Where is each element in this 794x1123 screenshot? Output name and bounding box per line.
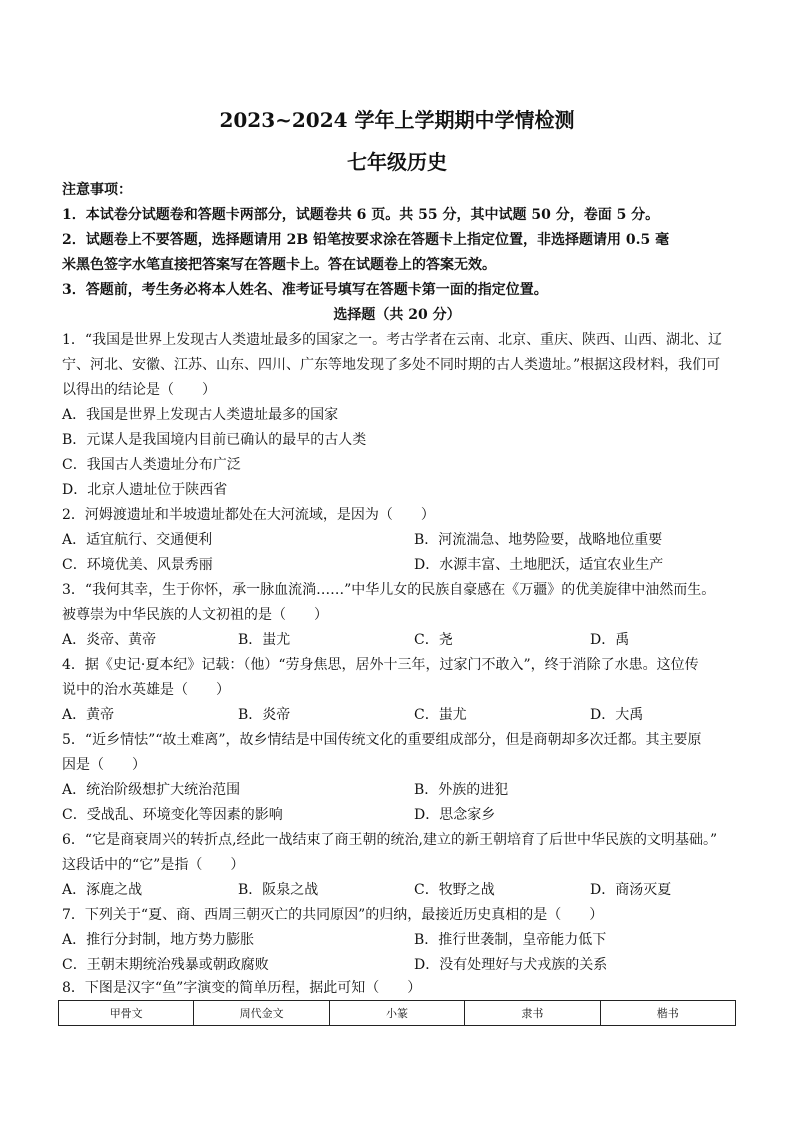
- q3-option-a: A．炎帝、黄帝: [62, 632, 157, 648]
- q1-option-d: D．北京人遗址位于陕西省: [62, 482, 228, 498]
- q4-stem-1: 4．据《史记·夏本纪》记载：（他）“劳身焦思，居外十三年，过家门不敢入”，终于消除了水患。这位传: [62, 657, 699, 673]
- notice-item-3: 3．答题前，考生务必将本人姓名、准考证号填写在答题卡第一面的指定位置。: [62, 282, 548, 298]
- notice-item-1: 1．本试卷分试题卷和答题卡两部分，试题卷共 6 页。共 55 分，其中试题 50 分，卷面 5 分。: [62, 207, 660, 223]
- table-cell-small-seal: 小篆: [329, 1001, 464, 1026]
- notice-item-2: 2．试题卷上不要答题，选择题请用 2B 铅笔按要求涂在答题卡上指定位置，非选择题请用 0.5 毫: [62, 232, 670, 248]
- q2-option-b: B．河流湍急、地势险要，战略地位重要: [414, 532, 663, 548]
- q7-option-c: C．王朝末期统治残暴或朝政腐败: [62, 957, 269, 973]
- notice-item-2-cont: 米黑色签字水笔直接把答案写在答题卡上。答在试题卷上的答案无效。: [62, 257, 496, 273]
- q1-stem-3: 以得出的结论是（ ）: [62, 382, 216, 398]
- q2-option-a: A．适宜航行、交通便利: [62, 532, 213, 548]
- q6-option-c: C．牧野之战: [414, 882, 495, 898]
- q1-option-c: C．我国古人类遗址分布广泛: [62, 457, 241, 473]
- q3-option-c: C．尧: [414, 632, 453, 648]
- q1-option-b: B．元谋人是我国境内目前已确认的最早的古人类: [62, 432, 367, 448]
- q3-option-d: D．禹: [590, 632, 630, 648]
- q3-stem-2: 被尊崇为中华民族的人文初祖的是（ ）: [62, 607, 328, 623]
- table-row: [59, 1001, 736, 1026]
- q7-option-b: B．推行世袭制，皇帝能力低下: [414, 932, 607, 948]
- q8-stem: 8．下图是汉字“鱼”字演变的简单历程，据此可知（ ）: [62, 980, 422, 996]
- q5-option-b: B．外族的进犯: [414, 782, 509, 798]
- q4-stem-2: 说中的治水英雄是（ ）: [62, 682, 230, 698]
- q6-option-d: D．商汤灭夏: [590, 882, 672, 898]
- q4-option-a: A．黄帝: [62, 707, 115, 723]
- exam-title: 2023~2024 学年上学期期中学情检测: [219, 108, 575, 132]
- q1-stem-1: 1．“我国是世界上发现古人类遗址最多的国家之一。考古学者在云南、北京、重庆、陕西、山西、湖北、辽: [62, 332, 723, 348]
- exam-subtitle: 七年级历史: [347, 150, 447, 174]
- q3-stem-1: 3．“我何其幸，生于你怀，承一脉血流淌……”中华儿女的民族自豪感在《万疆》的优美旋律中油然而生。: [62, 582, 716, 598]
- table-cell-regular: 楷书: [600, 1001, 735, 1026]
- q5-stem-2: 因是（ ）: [62, 757, 146, 773]
- q4-option-b: B．炎帝: [238, 707, 291, 723]
- q5-option-c: C．受战乱、环境变化等因素的影响: [62, 807, 283, 823]
- q2-option-d: D．水源丰富、土地肥沃，适宜农业生产: [414, 557, 664, 573]
- q3-option-b: B．蚩尤: [238, 632, 291, 648]
- q6-stem-2: 这段话中的“它”是指（ ）: [62, 857, 245, 873]
- q6-option-b: B．阪泉之战: [238, 882, 319, 898]
- q6-option-a: A．涿鹿之战: [62, 882, 143, 898]
- q2-option-c: C．环境优美、风景秀丽: [62, 557, 213, 573]
- q1-stem-2: 宁、河北、安徽、江苏、山东、四川、广东等地发现了多处不同时期的古人类遗址。”根据这段材料，我们可: [62, 357, 721, 373]
- q6-stem-1: 6．“它是商衰周兴的转折点,经此一战结束了商王朝的统治,建立的新王朝培育了后世中华民族的文明基础。”: [62, 832, 718, 848]
- q7-option-a: A．推行分封制，地方势力膨胀: [62, 932, 255, 948]
- q4-option-d: D．大禹: [590, 707, 644, 723]
- notice-heading: 注意事项：: [62, 182, 132, 198]
- script-evolution-table: [58, 1000, 736, 1026]
- q5-stem-1: 5．“近乡情怯”“故土难离”，故乡情结是中国传统文化的重要组成部分，但是商朝却多次迁都。其主要原: [62, 732, 702, 748]
- table-cell-clerical: 隶书: [465, 1001, 600, 1026]
- q1-option-a: A．我国是世界上发现古人类遗址最多的国家: [62, 407, 339, 423]
- table-cell-bronze: 周代金文: [194, 1001, 329, 1026]
- q5-option-a: A．统治阶级想扩大统治范围: [62, 782, 241, 798]
- q4-option-c: C．蚩尤: [414, 707, 467, 723]
- q7-stem: 7．下列关于“夏、商、西周三朝灭亡的共同原因”的归纳，最接近历史真相的是（ ）: [62, 907, 604, 923]
- q2-stem: 2．河姆渡遗址和半坡遗址都处在大河流域，是因为（ ）: [62, 507, 435, 523]
- q7-option-d: D．没有处理好与犬戎族的关系: [414, 957, 608, 973]
- section-heading: 选择题（共 20 分）: [333, 307, 461, 323]
- table-cell-oracle: 甲骨文: [59, 1001, 194, 1026]
- q5-option-d: D．思念家乡: [414, 807, 496, 823]
